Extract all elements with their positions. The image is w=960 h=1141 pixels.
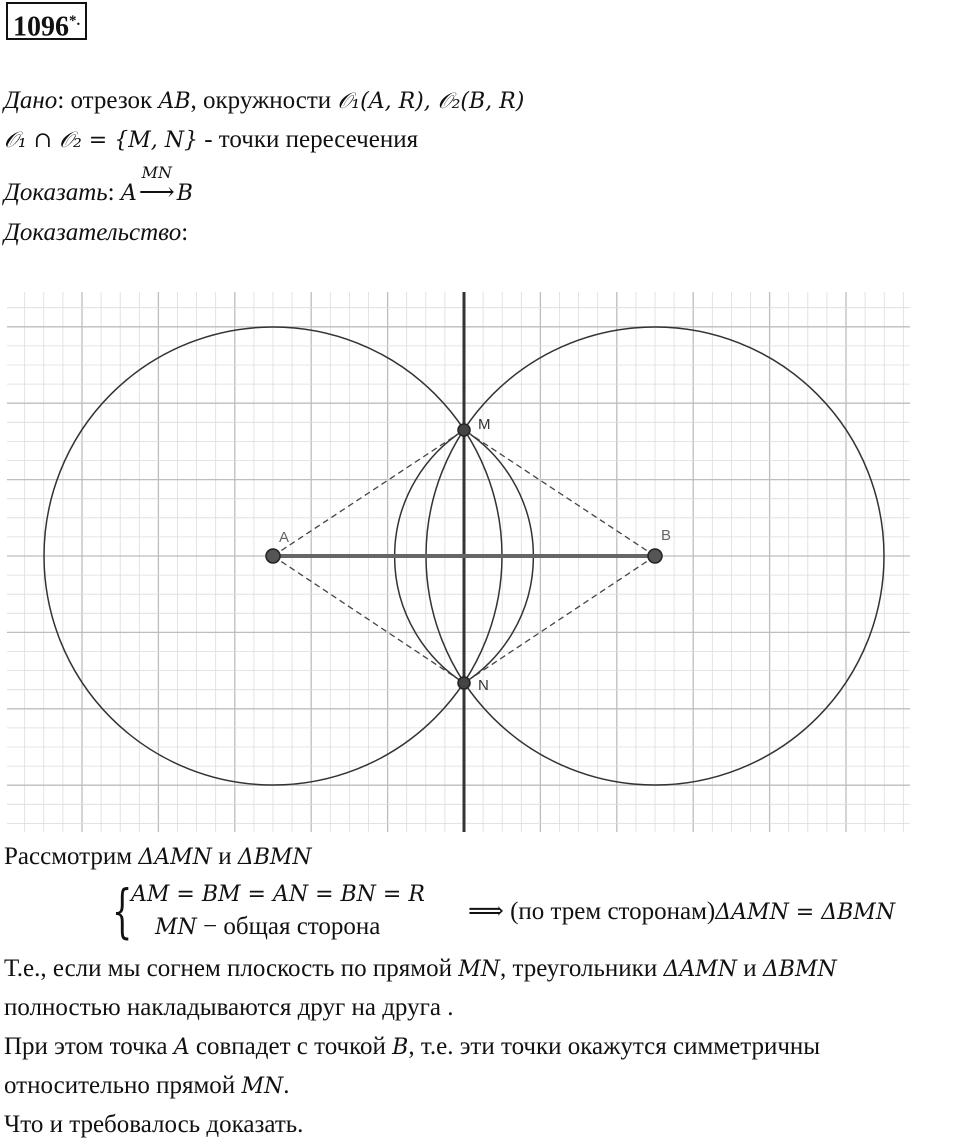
triangle-bmn: ΔBMN xyxy=(237,845,312,870)
para1-triangle-amn: ΔAMN xyxy=(663,957,738,982)
given-colon: : xyxy=(57,87,65,114)
para1-line2-text: полностью накладываются друг на друга . xyxy=(4,994,454,1021)
label-n: N xyxy=(478,677,489,694)
problem-number-value: 1096 xyxy=(13,11,69,43)
point-n xyxy=(458,677,470,689)
triangle-amn: ΔAMN xyxy=(138,845,212,870)
intersection-formula: 𝒪₁ ∩ 𝒪₂ = {M, N} xyxy=(4,128,198,153)
proof-heading xyxy=(4,218,188,248)
system-implication xyxy=(468,897,895,928)
para2-line2-mn: MN xyxy=(241,1074,284,1099)
system-row2 xyxy=(155,912,380,943)
proof-colon: : xyxy=(181,219,189,246)
prove-right: B xyxy=(176,181,193,206)
given-text1: отрезок xyxy=(64,87,159,114)
consider-and: и xyxy=(211,843,238,870)
given-segment: AB xyxy=(158,89,191,114)
label-m: M xyxy=(478,416,491,433)
system-row2-text: − общая сторона xyxy=(196,913,381,940)
para1-text-a: Т.е., если мы согнем плоскость по прямой xyxy=(4,955,459,982)
para1-triangle-bmn: ΔBMN xyxy=(762,957,837,982)
para2-line1 xyxy=(4,1032,820,1063)
given-line xyxy=(4,86,524,117)
given-circles: 𝒪₁(A, R), 𝒪₂(B, R) xyxy=(337,89,525,114)
proof-label: Доказательство xyxy=(4,219,182,246)
consider-text: Рассмотрим xyxy=(4,843,139,870)
para1-mn: MN xyxy=(458,957,501,982)
para2-line2-text-a: относительно прямой xyxy=(4,1072,242,1099)
system-result: ΔAMN = ΔBMN xyxy=(715,900,896,925)
system-row1-formula: AM = BM = AN = BN = R xyxy=(131,882,425,907)
intersection-text: - точки пересечения xyxy=(197,126,419,153)
conclusion-line xyxy=(4,1110,303,1140)
prove-arrow-glyph: ⟶ xyxy=(138,179,175,206)
problem-number xyxy=(6,2,87,43)
problem-number-marker: *. xyxy=(69,13,81,29)
geometry-figure xyxy=(0,290,920,835)
prove-arrow-label: MN xyxy=(141,163,172,182)
para2-text-a: При этом точка xyxy=(4,1033,174,1060)
para2-line2-text-b: . xyxy=(283,1072,290,1099)
point-b xyxy=(648,549,662,563)
prove-colon: : xyxy=(107,179,115,206)
para1-text-b: , треугольники xyxy=(500,955,664,982)
given-label: Дано xyxy=(4,87,58,114)
para2-text-c: , т.е. эти точки окажутся симметричны xyxy=(408,1033,821,1060)
consider-line xyxy=(4,842,312,873)
para1-line2 xyxy=(4,993,453,1023)
para2-point-a: A xyxy=(173,1035,190,1060)
point-m xyxy=(458,424,470,436)
system-row1 xyxy=(131,879,425,910)
para2-text-b: совпадет с точкой xyxy=(189,1033,393,1060)
para2-line2 xyxy=(4,1071,289,1102)
system-row2-mn: MN xyxy=(155,915,197,940)
label-a: A xyxy=(279,529,290,546)
prove-line xyxy=(4,163,193,209)
prove-label: Доказать xyxy=(4,179,108,206)
system-brace: { xyxy=(112,877,133,945)
label-b: B xyxy=(661,527,672,544)
prove-arrow xyxy=(137,163,177,208)
para2-point-b: B xyxy=(392,1035,409,1060)
intersection-line xyxy=(4,125,418,156)
conclusion-text: Что и требовалось доказать. xyxy=(4,1111,304,1138)
given-text2: , окружности xyxy=(190,87,338,114)
para1-line1 xyxy=(4,954,837,985)
prove-left: A xyxy=(120,181,137,206)
system-implies: ⟹ (по трем сторонам) xyxy=(468,898,716,925)
point-a xyxy=(266,549,280,563)
para1-text-c: и xyxy=(737,955,763,982)
